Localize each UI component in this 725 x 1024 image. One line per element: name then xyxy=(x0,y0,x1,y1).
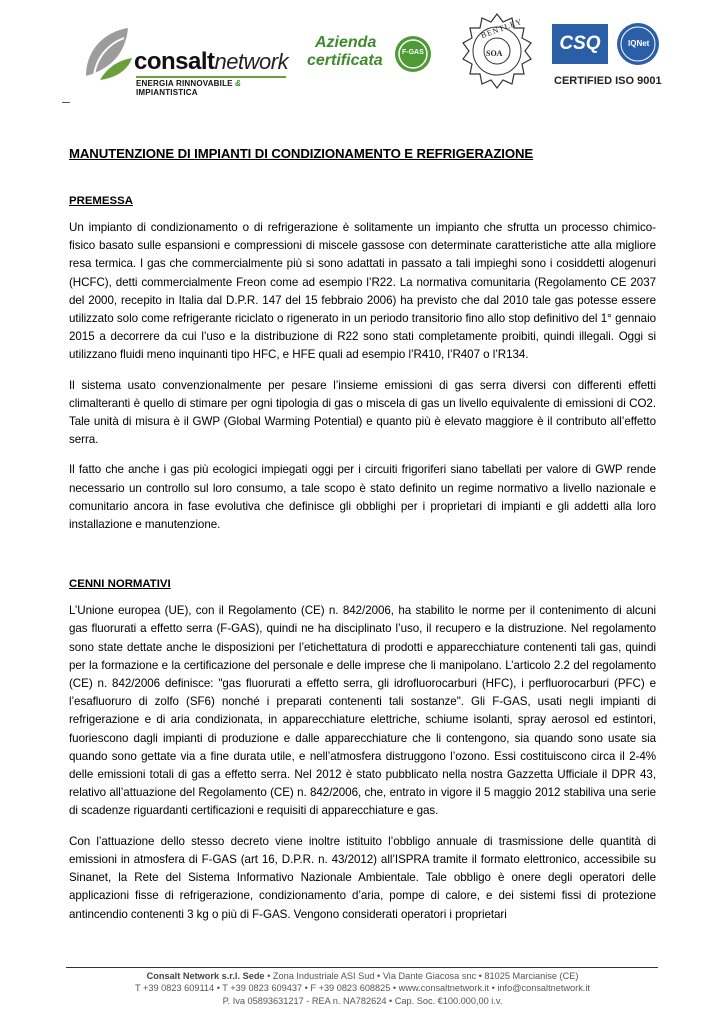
fgas-line2: certificata xyxy=(307,52,383,69)
soa-seal xyxy=(458,12,536,94)
document-title: MANUTENZIONE DI IMPIANTI DI CONDIZIONAMENTO E REFRIGERAZIONE xyxy=(69,146,534,161)
footer-legal-line: P. Iva 05893631217 - REA n. NA782624 • Cap. Soc. €100.000,00 i.v. xyxy=(222,995,503,1006)
paragraph: Il sistema usato convenzionalmente per pesare l’insieme emissioni di gas serra diversi con differenti effetti climalteranti è quello di stimare per ogni tipologia di gas o miscela di gas un livello equivalente di emissioni di CO2. Tale unità di misura è il GWP (Global Warming Potential) e quanto più è elevato maggiore è il contributo all’effetto serra. xyxy=(69,378,656,447)
tagline-bar xyxy=(136,76,286,78)
letterhead xyxy=(0,0,725,110)
paragraph: Il fatto che anche i gas più ecologici impiegati oggi per i circuiti frigoriferi siano tabellati per valore di GWP rende necessario un controllo sul loro consumo, a tale scopo è stato definito un regime normativo a livello nazionale e comunitario ancora in fase evolutiva che definisce gli obblighi per i proprietari di impianti e gli addetti alla loro installazione e manutenzione. xyxy=(69,463,656,532)
seal-center-text: SOA xyxy=(486,49,503,58)
fgas-badge-text: F-GAS xyxy=(402,49,424,56)
csq-iqnet-logo xyxy=(552,22,682,94)
iqnet-text: IQNet xyxy=(628,39,650,48)
section-heading-cenni-normativi: CENNI NORMATIVI xyxy=(69,578,171,591)
brand-name: consaltnetwork xyxy=(134,48,289,75)
footer-text xyxy=(0,970,725,1007)
header-mark xyxy=(62,102,70,103)
fgas-certified-logo xyxy=(305,32,440,82)
iso-caption: CERTIFIED ISO 9001 xyxy=(554,75,662,87)
paragraph: Un impianto di condizionamento o di refrigerazione è solitamente un impianto che sfrutta un processo chimico-fisico basato sulle espansioni e compressioni di miscele gassose con determinate caratteristiche atte alla migliore resa termica. I gas che commercialmente più si sono adattati in passato a tali impieghi sono i cosiddetti alogenuri (HCFC), detti commercialmente Freon come ad esempio l’R22. La normativa comunitaria (Regolamento CE 2037 del 2000, recepito in Italia dal D.P.R. 147 del 15 febbraio 2006) ha previsto che dal 2010 tale gas potesse essere utilizzato solo come refrigerante riciclato o rigenerato in un periodo transitorio fino allo stop definitivo del 1° gennaio 2015 a decorrere da cui l’uso e la distribuzione di R22 sono stati completamente proibiti, quindi illegali. Oggi si utilizzano fluidi meno inquinanti tipo HFC, e HFE quali ad esempio l’R410, l’R407 o l’R134. xyxy=(69,221,656,362)
consalt-network-logo xyxy=(80,18,295,96)
seal-top-text: BENTLEY xyxy=(479,16,524,41)
csq-mark: CSQ xyxy=(552,24,608,64)
paragraph: Con l’attuazione dello stesso decreto viene inoltre istituito l’obbligo annuale di trasmissione delle quantità di emissioni in atmosfera di F-GAS (art 16, D.P.R. n. 43/2012) all’ISPRA tramite il formato elettronico, accessibile su Sinanet, la Rete del Sistema Informativo Nazionale Ambientale. Tale obbligo è onere degli operatori delle applicazioni fisse di refrigerazione, condizionamento d’aria, pompe di calore, e dei sistemi fissi di protezione antincendio contenenti 3 kg o più di F-GAS. Vengono considerati operatori i proprietari xyxy=(69,834,656,921)
document-body xyxy=(69,145,656,924)
footer-address-line: Consalt Network s.r.l. Sede • Zona Industriale ASI Sud • Via Dante Giacosa snc • 81025 Marcianise (CE) xyxy=(146,971,579,981)
leaf-icon xyxy=(80,24,136,84)
footer-rule xyxy=(66,967,658,968)
fgas-line1: Azienda xyxy=(315,34,377,51)
footer-contacts-line: T +39 0823 609114 • T +39 0823 609437 • F +39 0823 608825 • www.consaltnetwork.it • info@consaltnetwork.it xyxy=(135,983,590,994)
brand-tagline: ENERGIA RINNOVABILE & IMPIANTISTICA xyxy=(136,79,242,97)
section-heading-premessa: PREMESSA xyxy=(69,195,133,207)
paragraph: L’Unione europea (UE), con il Regolamento (CE) n. 842/2006, ha stabilito le norme per il contenimento di alcuni gas fluorurati a effetto serra (F-GAS), quindi ne ha disciplinato l’uso, il recupero e la distruzione. Nel regolamento sono state dettate anche le disposizioni per l’etichettatura di prodotti e apparecchiature contenenti tali gas, quindi per la formazione e la certificazione del personale e delle imprese che li manipolano. L’articolo 2.2 del regolamento (CE) n. 842/2006 definisce: "gas fluorurati a effetto serra, gli idrofluorocarburi (HFC), i perfluorocarburi (PFC) e l’esafluoruro di zolfo (SF6) nonché i preparati contenenti tali sostanze". Gli F-GAS, usati negli impianti di refrigerazione e di aria condizionata, in apparecchiature elettriche, schiume isolanti, spray aerosol ed estintori, fuoriescono dagli impianti di produzione e dalle apparecchiature che li contengono, sia quando sono usate sia quando sono gettate via a fine durata utile, e nell’atmosfera distruggono l’ozono. Essi costituiscono circa il 2-4% delle emissioni totali di gas a effetto serra. Nel 2012 è stato pubblicato nella nostra Gazzetta Ufficiale il DPR 43, relativo all’attuazione del Regolamento (CE) n. 842/2006, che, entrato in vigore il 5 maggio 2012 stabiliva una serie di scadenze riguardanti certificazioni e requisiti di apparecchiature e gas. xyxy=(69,604,656,818)
